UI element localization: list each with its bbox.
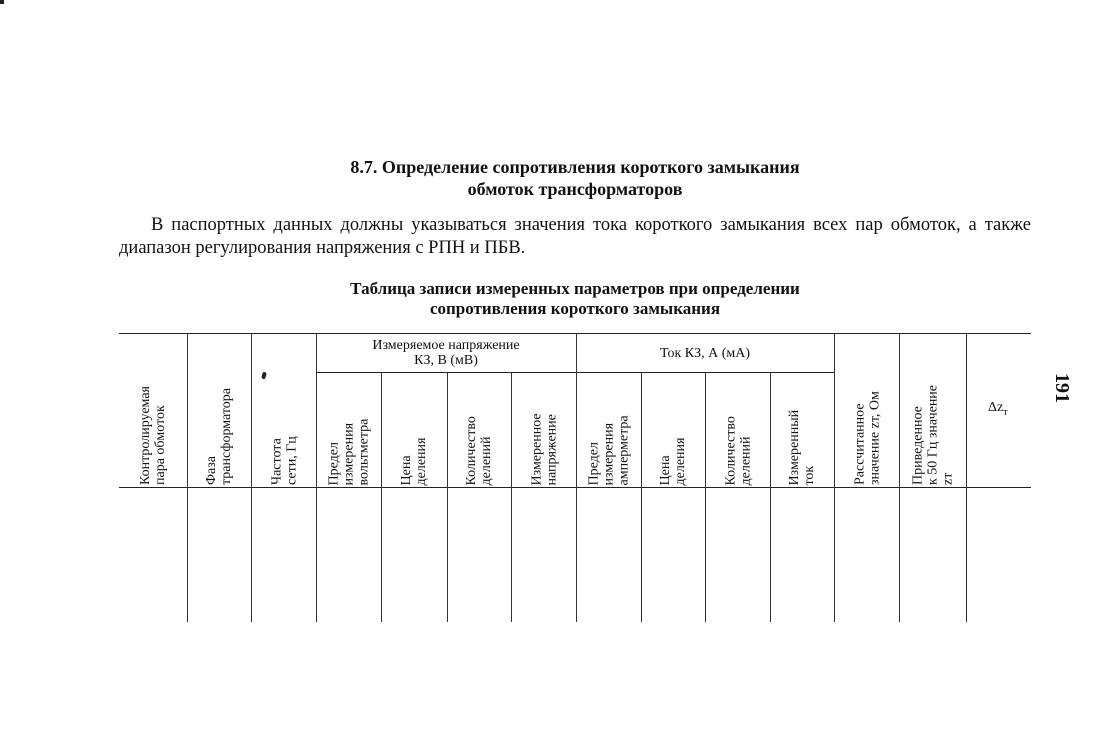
table-title-line-1: Таблица записи измеренных параметров при определении bbox=[350, 279, 800, 298]
group-header-voltage-line-1: Измеряемое напряжение bbox=[372, 338, 520, 353]
column-divider bbox=[187, 333, 188, 622]
column-header bbox=[838, 343, 895, 485]
column-header-line: Предел bbox=[586, 441, 601, 485]
table-title bbox=[0, 279, 1111, 319]
column-header bbox=[709, 382, 766, 485]
scan-mark bbox=[0, 0, 4, 4]
column-header-line: zт bbox=[940, 472, 955, 485]
column-header-line: деления bbox=[673, 437, 688, 485]
column-divider bbox=[447, 372, 448, 622]
body-paragraph: В паспортных данных должны указываться значения тока короткого замыкания всех пар обмоток, а также диапазон регулирования напряжения с РПН и ПБВ. bbox=[119, 215, 1031, 258]
column-header bbox=[645, 382, 701, 485]
column-header-line: Количество bbox=[464, 415, 479, 485]
column-header-line: делений bbox=[737, 435, 753, 485]
section-heading bbox=[0, 156, 1111, 200]
section-heading-line-1: 8.7. Определение сопротивления короткого замыкания bbox=[350, 157, 800, 177]
column-header bbox=[123, 343, 183, 485]
column-divider bbox=[834, 333, 835, 622]
section-heading-line-2: обмоток трансформаторов bbox=[467, 179, 683, 199]
column-header-line: Контролируемая bbox=[138, 386, 153, 485]
delta-z-subscript: т bbox=[1003, 406, 1008, 418]
column-header-line: Цена bbox=[399, 454, 414, 485]
column-divider bbox=[251, 333, 252, 622]
group-header-voltage-line-2: КЗ, В (мВ) bbox=[414, 353, 478, 368]
column-divider bbox=[966, 333, 967, 622]
group-header-current bbox=[576, 346, 834, 361]
column-header bbox=[255, 343, 312, 485]
column-header-line: измерения bbox=[341, 422, 356, 485]
column-header-line: Приведенное bbox=[910, 406, 925, 485]
column-divider bbox=[511, 372, 512, 622]
column-divider bbox=[770, 372, 771, 622]
column-divider bbox=[576, 333, 577, 622]
column-header-line: пара обмоток bbox=[153, 405, 168, 485]
page-number: 191 bbox=[1051, 373, 1073, 403]
column-header-line: сети, Гц bbox=[283, 436, 299, 485]
column-header-line: деления bbox=[414, 437, 429, 485]
column-header bbox=[385, 382, 443, 485]
column-header-line: Фаза bbox=[204, 455, 219, 485]
column-header-line: делений bbox=[479, 435, 494, 485]
column-header-line: вольтметра bbox=[356, 418, 371, 485]
column-header-line: амперметра bbox=[616, 414, 631, 485]
column-header bbox=[451, 382, 507, 485]
column-header-line: значение zт, Ом bbox=[866, 391, 882, 485]
column-header-line: Предел bbox=[326, 441, 341, 485]
delta-z-symbol: Δz bbox=[988, 400, 1004, 415]
group-header-voltage bbox=[316, 338, 576, 368]
column-header-line: Частота bbox=[268, 438, 284, 485]
table-top-border bbox=[119, 333, 1031, 334]
column-divider bbox=[641, 372, 642, 622]
column-header-line: Измеренное bbox=[528, 412, 544, 485]
column-header-line: ток bbox=[802, 465, 817, 485]
table-title-line-2: сопротивления короткого замыкания bbox=[429, 299, 721, 318]
column-header-line: трансформатора bbox=[219, 387, 234, 485]
column-header bbox=[580, 382, 637, 485]
column-divider bbox=[705, 372, 706, 622]
column-divider bbox=[381, 372, 382, 622]
column-header bbox=[515, 382, 572, 485]
table-header-bottom-border bbox=[119, 487, 1031, 488]
group-header-current-line-1: Ток КЗ, А (мА) bbox=[659, 346, 751, 361]
column-header bbox=[191, 343, 247, 485]
column-header-line: Количество bbox=[722, 415, 738, 485]
column-header-line: Рассчитанное bbox=[851, 403, 867, 485]
column-header-line: измерения bbox=[601, 422, 616, 485]
column-header bbox=[320, 382, 377, 485]
column-header-line: к 50 Гц значение bbox=[925, 384, 940, 485]
column-divider bbox=[316, 333, 317, 622]
column-header bbox=[774, 382, 830, 485]
group-sub-border bbox=[316, 372, 834, 373]
column-header bbox=[903, 343, 962, 485]
column-header-line: Цена bbox=[658, 454, 673, 485]
column-header-line: напряжение bbox=[543, 413, 559, 485]
column-header-line: Измеренный bbox=[787, 409, 802, 485]
column-divider bbox=[899, 333, 900, 622]
column-header-delta-z bbox=[988, 400, 1008, 418]
